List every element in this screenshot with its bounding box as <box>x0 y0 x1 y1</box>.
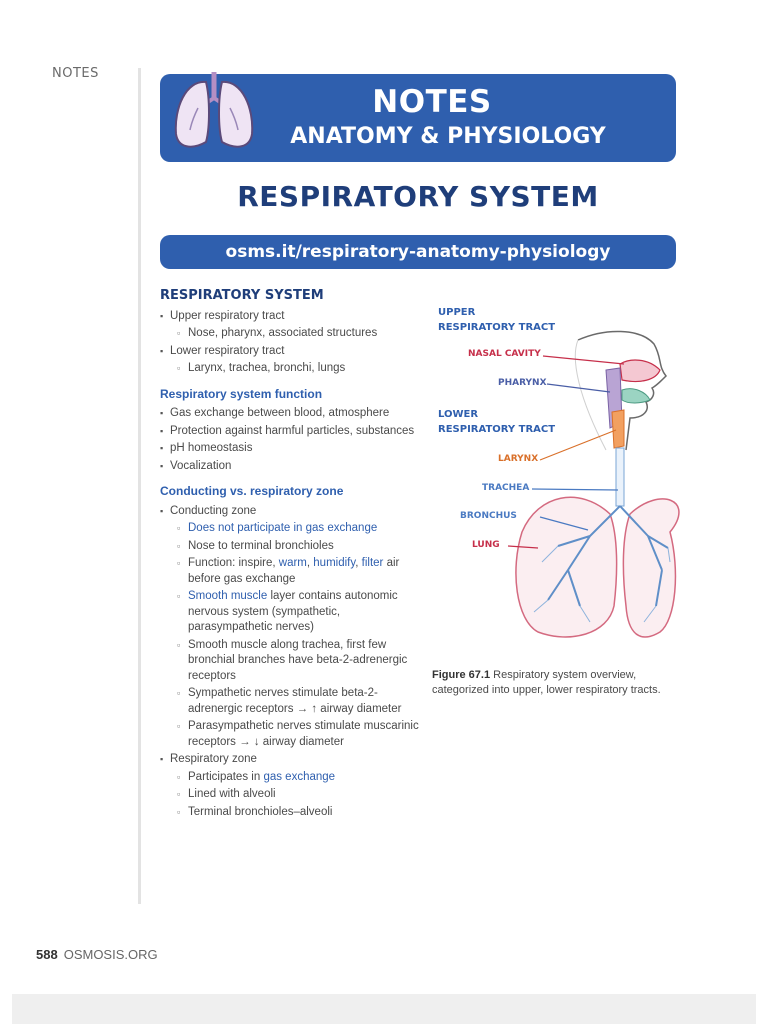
list-item: ▫ Terminal bronchioles–alveoli <box>160 805 420 821</box>
term-humidify: humidify <box>313 557 356 569</box>
term-smooth-muscle: Smooth muscle <box>188 590 268 602</box>
header-title: NOTES <box>372 84 492 120</box>
lungs-icon <box>168 68 260 154</box>
function-heading: Respiratory system function <box>160 386 323 401</box>
page-title: RESPIRATORY SYSTEM <box>237 180 599 213</box>
separator: , <box>355 557 362 569</box>
label-larynx: LARYNX <box>498 454 539 464</box>
list-item: ▪ Conducting zone <box>160 504 420 520</box>
upper-tract-line2: RESPIRATORY TRACT <box>438 322 556 333</box>
list-item: ▪ Respiratory zone <box>160 752 420 768</box>
list-item: ▫ Lined with alveoli <box>160 787 420 803</box>
separator: , <box>306 557 314 569</box>
list-item <box>160 556 420 587</box>
list-item: ▫ Nose, pharynx, associated structures <box>160 326 420 342</box>
function-list <box>160 406 420 474</box>
respiratory-figure <box>430 300 680 645</box>
list-item: ▫ Does not participate in gas exchange <box>160 521 420 537</box>
list-item: ▫ Smooth muscle along trachea, first few bronchial branches have beta-2-adrenergic receptors <box>160 638 420 685</box>
zones-list <box>160 504 420 821</box>
caption-text: Respiratory system overview, categorized into upper, lower respiratory tracts. <box>432 669 661 696</box>
participates-prefix: Participates in <box>188 770 264 783</box>
function-suffix: air before gas exchange <box>188 557 400 585</box>
side-divider <box>138 68 141 904</box>
function-prefix: Function: inspire, <box>188 557 279 569</box>
topic-link[interactable]: osms.it/respiratory-anatomy-physiology <box>160 235 676 269</box>
bottom-strip <box>12 994 756 1024</box>
page-footer <box>36 947 158 962</box>
term-gas-exchange: gas exchange <box>263 770 336 783</box>
section-title: RESPIRATORY SYSTEM <box>160 288 324 303</box>
term-warm: warm <box>278 557 307 569</box>
list-item: ▪ Gas exchange between blood, atmosphere <box>160 406 420 422</box>
notes-content <box>160 286 420 822</box>
list-item: ▪ pH homeostasis <box>160 441 420 457</box>
smooth-muscle-text: layer contains autonomic nervous system (sympathetic, parasympathetic nerves) <box>188 590 398 633</box>
lower-tract-line2: RESPIRATORY TRACT <box>438 424 556 435</box>
list-item: ▪ Protection against harmful particles, substances <box>160 424 420 440</box>
list-item: ▫ Larynx, trachea, bronchi, lungs <box>160 361 420 377</box>
figure-caption <box>432 668 668 698</box>
list-item: ▫ Sympathetic nerves stimulate beta-2-adrenergic receptors → ↑ airway diameter <box>160 686 420 717</box>
label-lung: LUNG <box>472 540 500 550</box>
list-item: ▪ Vocalization <box>160 459 420 475</box>
list-item: ▫ Nose to terminal bronchioles <box>160 539 420 555</box>
page-number: 588 <box>36 947 58 962</box>
side-notes-label: NOTES <box>52 66 99 81</box>
label-nasal-cavity: NASAL CAVITY <box>468 349 541 359</box>
list-item <box>160 770 420 786</box>
lower-tract-line1: LOWER <box>438 409 479 420</box>
list-item: ▫ Parasympathetic nerves stimulate muscarinic receptors → ↓ airway diameter <box>160 719 420 750</box>
figure-number: Figure 67.1 <box>432 669 491 681</box>
overview-list <box>160 309 420 377</box>
list-item: ▪ Lower respiratory tract <box>160 344 420 360</box>
list-item: ▪ Upper respiratory tract <box>160 309 420 325</box>
label-trachea: TRACHEA <box>482 483 530 493</box>
header-subtitle: ANATOMY & PHYSIOLOGY <box>290 124 606 149</box>
list-item <box>160 589 420 636</box>
upper-tract-line1: UPPER <box>438 307 476 318</box>
label-bronchus: BRONCHUS <box>460 511 517 521</box>
label-pharynx: PHARYNX <box>498 378 547 388</box>
site-name: OSMOSIS.ORG <box>63 947 158 962</box>
term-filter: filter <box>361 557 384 569</box>
zones-heading: Conducting vs. respiratory zone <box>160 484 344 498</box>
